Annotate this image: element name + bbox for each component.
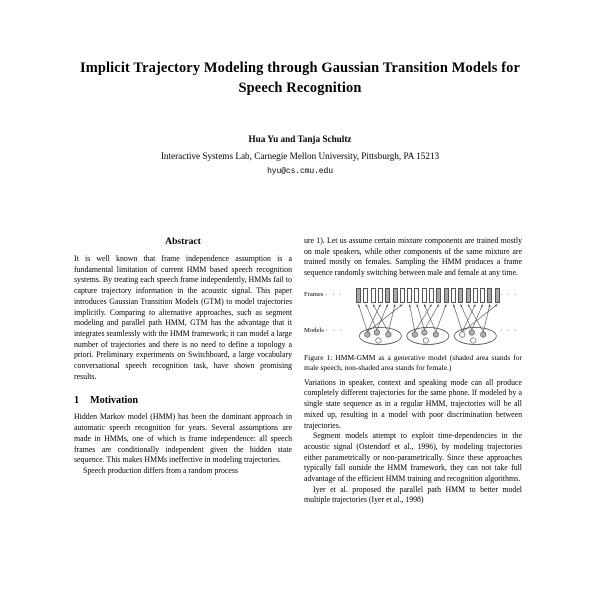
paragraph: Variations in speaker, context and speaking mode can all produce completely different trajectories for the same phone. If modeled by a single state sequence as in a regular HMM, trajectories will be all mixed up, resulting in a model with poor discrimination between trajectories. bbox=[304, 377, 522, 430]
paragraph: ure 1). Let us assume certain mixture components are trained mostly on male speakers, while other components of the same mixture are trained mostly on females. Sampling the HMM produces a frame sequence randomly switching between male and female at any time. bbox=[304, 236, 522, 278]
section-number: 1 bbox=[74, 395, 80, 407]
figure-vector-layer bbox=[304, 287, 522, 349]
body-columns bbox=[0, 236, 600, 600]
abstract-text: It is well known that frame independence assumption is a fundamental limitation of current HMM based speech recognition systems. By treating each speech frame independently, HMMs fail to capture trajectory information in the acoustic signal. This paper introduces Gaussian Transition Models (GTM) to model trajectories implicitly. Comparing to alternative approaches, such as segment modeling and parallel path HMM, GTM has the advantage that it integrates seamlessly with the HMM framework; it can model a large number of trajectories and there is no need to define a topology a priori. Preliminary experiments on Switchboard, a large vocabulary conversational speech recognition task, have shown promising results. bbox=[74, 254, 292, 381]
paragraph: Iyer et al. proposed the parallel path HMM to better model multiple trajectories (Iyer et al., 1998) bbox=[304, 484, 522, 505]
leading-dots-models: · · · bbox=[325, 326, 344, 334]
figure-label-models: Models · · · bbox=[304, 326, 344, 334]
paragraph: Hidden Markov model (HMM) has been the dominant approach in automatic speech recognition for years. Several assumptions are made in HMMs, one of which is frame independence: all speech frames are conditionally independent given the hidden state sequence. This makes HMMs ineffective in modeling trajectories. bbox=[74, 412, 292, 465]
affiliation: Interactive Systems Lab, Carnegie Mellon University, Pittsburgh, PA 15213 bbox=[160, 150, 440, 161]
leading-dots-frames: · · · bbox=[325, 290, 344, 298]
trailing-dots-models: · · · bbox=[500, 326, 518, 334]
figure-artwork bbox=[304, 287, 522, 349]
paragraph: Segment models attempt to exploit time-dependencies in the acoustic signal (Ostendorf et al., 1996), by modeling trajectories either parametrically or non-parametrically. Since these approaches typically fall outside the HMM framework, they can not take full advantage of the efficient HMM training and recognition algorithms. bbox=[304, 431, 522, 484]
right-column bbox=[304, 236, 522, 600]
section-heading-motivation bbox=[74, 395, 292, 406]
author-list: Hua Yu and Tanja Schultz bbox=[248, 133, 352, 144]
left-column bbox=[74, 236, 292, 600]
trailing-dots-frames: · · · bbox=[500, 290, 518, 298]
paragraph: Speech production differs from a random process bbox=[83, 465, 238, 475]
figure-1 bbox=[304, 287, 522, 373]
section-title: Motivation bbox=[90, 395, 139, 407]
figure-label-frames: Frames · · · bbox=[304, 290, 344, 298]
page-title: Implicit Trajectory Modeling through Gaussian Transition Models for Speech Recognition bbox=[79, 60, 521, 97]
title-block bbox=[0, 0, 600, 176]
figure-caption: Figure 1: HMM-GMM as a generative model (shaded area stands for male speech, non-shaded area stands for female.) bbox=[304, 352, 522, 372]
abstract-heading: Abstract bbox=[165, 236, 201, 247]
contact-email: hyu@cs.cmu.edu bbox=[267, 166, 333, 176]
